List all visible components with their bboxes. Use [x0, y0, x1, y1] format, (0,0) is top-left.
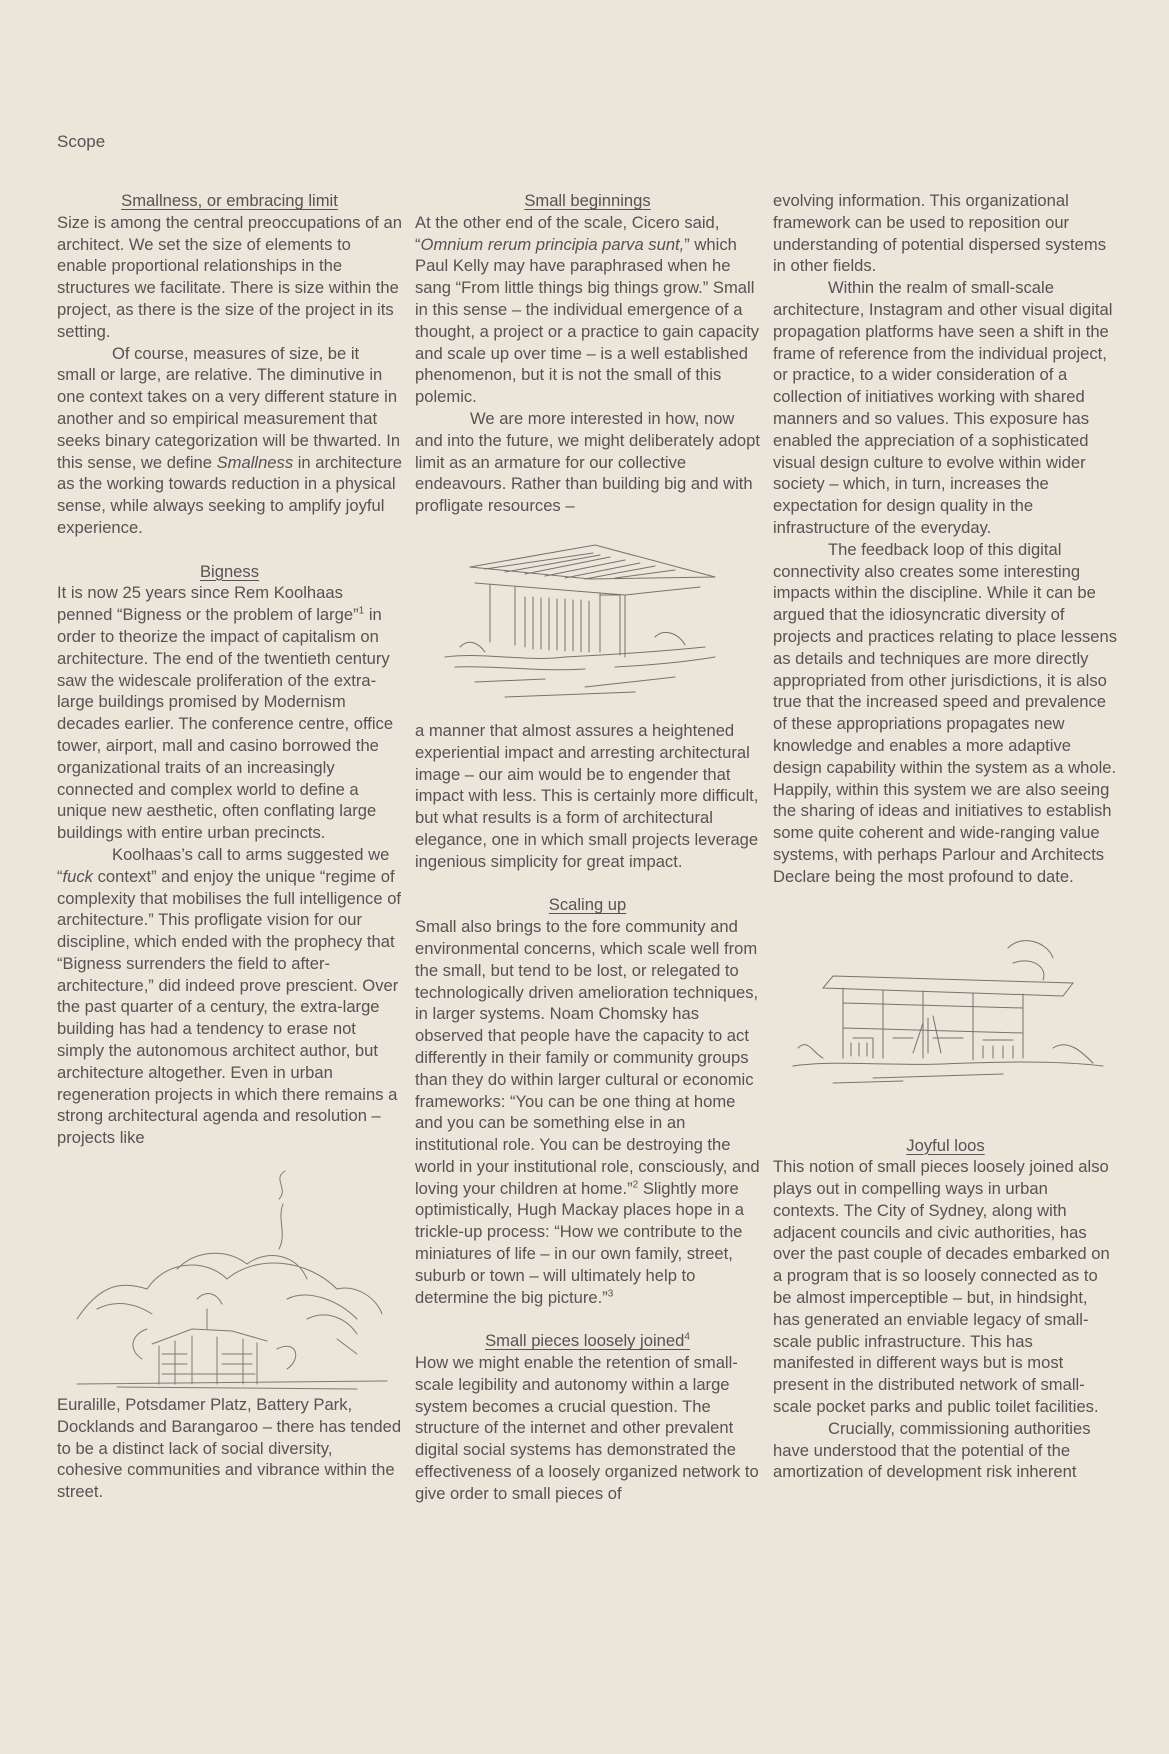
- column-1: [57, 190, 402, 1503]
- paragraph: We are more interested in how, now and into the future, we might deliberately adopt limit as an armature for our collective endeavours. Rather than building big and with profligate resources –: [415, 408, 761, 516]
- paragraph: It is now 25 years since Rem Koolhaas penned “Bigness or the problem of large”$^1$ in order to theorize the impact of capitalism on architecture. The end of the twentieth century saw the widescale proliferation of the extra-large buildings promised by Modernism decades earlier. The conference centre, office tower, airport, mall and casino borrowed the organizational traits of an increasingly connected and complex world to define a unique new aesthetic, often conflating large buildings with entire urban precincts.: [57, 583, 394, 843]
- paragraph: Euralille, Potsdamer Platz, Battery Park, Docklands and Barangaroo – there has tended to be a distinct lack of social diversity, cohesive communities and vibrance within the street.: [57, 1395, 402, 1502]
- paragraph: At the other end of the scale, Cicero said, “Omnium rerum principia parva sunt,” which Paul Kelly may have paraphrased when he sang “From little things big things grow.” Small in this sense – the individual emergence of a thought, a project or a practice to gain capacity and scale up over time – is a well established phenomenon, but it is not the small of this polemic.: [415, 212, 760, 407]
- footnote-ref: 3: [607, 1288, 614, 1300]
- paragraph: Koolhaas’s call to arms suggested we “fuck context” and enjoy the unique “regime of complexity that mobilises the full intelligence of architecture.” This profligate vision for our discipline, which ended with the prophecy that “Bigness surrenders the field to after-architecture,” did indeed prove prescient. Over the past quarter of a century, the extra-large building has had a tendency to erase not simply the autonomous architect author, but architecture altogether. Even in urban regeneration projects in which there remains a strong architectural agenda and resolution – projects like: [57, 844, 402, 1148]
- sketch-illustration-1: [57, 1149, 402, 1394]
- sketch-illustration-2: [415, 517, 760, 720]
- paragraph: How we might enable the retention of small-scale legibility and autonomy within a large system becomes a crucial question. The structure of the internet and other prevalent digital social systems has demonstrated the effectiveness of a loosely organized network to give order to small pieces of: [415, 1353, 759, 1503]
- paragraph: evolving information. This organizational framework can be used to reposition our understanding of potential dispersed systems in other fields.: [773, 191, 1106, 276]
- sketch-illustration-3: [773, 888, 1118, 1135]
- paragraph: Of course, measures of size, be it small or large, are relative. The diminutive in one context takes on a very different stature in another and so empirical measurement that seeks binary categorization will be thwarted. In this sense, we define Smallness in architecture as the working towards reduction in a physical sense, while always seeking to amplify joyful experience.: [57, 343, 402, 537]
- heading-small-beginnings: Small beginnings: [524, 191, 651, 210]
- heading-smallness: Smallness, or embracing limit: [121, 191, 338, 210]
- footnote-ref: 4: [684, 1331, 690, 1343]
- heading-bigness: Bigness: [199, 561, 260, 581]
- paragraph: Small also brings to the fore community and environmental concerns, which scale well from the small, but tend to be lost, or relegated to technologically driven amelioration techniques, in larger systems. Noam Chomsky has observed that people have the capacity to act differently in their family or community groups than they do within larger cultural or economic frameworks: “You can be one thing at home and you can be something else in an institutional role. You can be destroying the world in your institutional role, consciously, and loving your children at home.”$^2$ Slightly more optimistically, Hugh Mackay places hope in a trickle-up process: “How we contribute to the miniatures of life – in our own family, street, suburb or town – will ultimately help to determine the big picture.”$^3$: [415, 917, 760, 1307]
- heading-joyful-loos: Joyful loos: [906, 1135, 985, 1155]
- paragraph: a manner that almost assures a heightened experiential impact and arresting architectural image – our aim would be to engender that impact with less. This is certainly more difficult, but what results is a form of architectural elegance, one in which small projects leverage ingenious simplicity for great impact.: [415, 720, 759, 871]
- column-3: [773, 190, 1118, 1483]
- paragraph: Size is among the central preoccupations of an architect. We set the size of elements to enable proportional relationships in the structures we facilitate. There is size within the project, as there is the size of the project in its setting.: [57, 212, 402, 341]
- paragraph: Crucially, commissioning authorities have understood that the potential of the amortization of development risk inherent: [773, 1418, 1091, 1482]
- column-2: [415, 190, 760, 1505]
- heading-small-pieces: Small pieces loosely joined$^4$: [485, 1331, 690, 1351]
- paragraph: The feedback loop of this digital connectivity also creates some interesting impacts within the discipline. While it can be argued that the idiosyncratic diversity of projects and practices relating to place lessens as details and techniques are more directly appropriated from other jurisdictions, it is also true that the increased speed and prevalence of these appropriations propagates new knowledge and enables a more adaptive design capability within the system as a whole. Happily, within this system we are also seeing the sharing of ideas and initiatives to establish some quite coherent and wide-ranging value systems, with perhaps Parlour and Architects Declare being the most profound to date.: [773, 539, 1118, 886]
- section-label: Scope: [57, 132, 106, 151]
- heading-scaling-up: Scaling up: [548, 895, 627, 915]
- footnote-ref: 1: [358, 605, 365, 617]
- footnote-ref: 2: [632, 1179, 639, 1191]
- paragraph: This notion of small pieces loosely joined also plays out in compelling ways in urban contexts. The City of Sydney, along with adjacent councils and civic authorities, has over the past couple of decades embarked on a program that is so loosely connected as to be almost imperceptible – but, in hindsight, has generated an enviable legacy of small-scale public infrastructure. This has manifested in different ways but is most present in the distributed network of small-scale pocket parks and public toilet facilities.: [773, 1157, 1110, 1417]
- paragraph: Within the realm of small-scale architecture, Instagram and other visual digital propagation platforms have seen a shift in the frame of reference from the individual project, or practice, to a wider consideration of a collection of initiatives working with shared manners and so values. This exposure has enabled the appreciation of a sophisticated visual design culture to evolve within wider society – which, in turn, increases the expectation for design quality in the infrastructure of the everyday.: [773, 278, 1113, 537]
